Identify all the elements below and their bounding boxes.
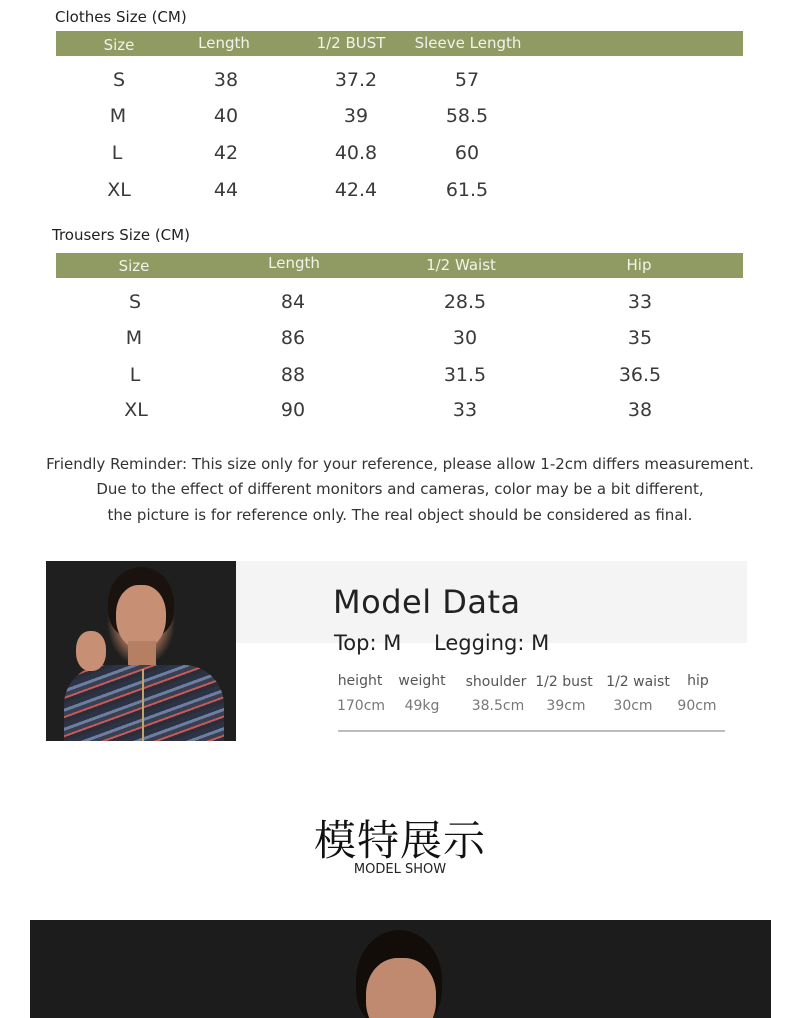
model-show-subtitle: MODEL SHOW	[353, 862, 447, 877]
stat-label-weight: weight	[398, 673, 446, 689]
table-cell: M	[125, 327, 143, 349]
table-cell: 40	[213, 105, 239, 127]
table-cell: XL	[107, 179, 131, 201]
model-show-title: 模特展示	[313, 816, 486, 865]
table-cell: S	[112, 69, 126, 91]
table-cell: 57	[454, 69, 480, 91]
table-cell: 42	[213, 142, 239, 164]
table-cell: 37.2	[334, 69, 378, 91]
trousers-header-size: Size	[118, 257, 150, 275]
stat-value-shoulder: 38.5cm	[471, 698, 525, 714]
stat-value-height: 170cm	[336, 698, 386, 714]
table-cell: L	[129, 364, 141, 386]
reminder-line-3: the picture is for reference only. The real object should be considered as final.	[107, 506, 693, 524]
table-cell: 30	[452, 327, 478, 349]
clothes-header-sleeve: Sleeve Length	[414, 34, 522, 52]
model-hand	[76, 631, 106, 671]
table-cell: 28.5	[443, 291, 487, 313]
model-legging-size: Legging: M	[434, 631, 550, 655]
clothes-header-length: Length	[198, 34, 250, 52]
model-striped-top	[64, 665, 224, 741]
table-cell: 44	[213, 179, 239, 201]
table-cell: XL	[124, 399, 148, 421]
stat-value-bust: 39cm	[546, 698, 586, 714]
table-cell: L	[111, 142, 123, 164]
table-cell: 86	[280, 327, 306, 349]
reminder-line-2: Due to the effect of different monitors and cameras, color may be a bit different,	[96, 480, 704, 498]
trousers-header-length: Length	[268, 254, 320, 272]
table-cell: S	[128, 291, 142, 313]
model-top-size: Top: M	[334, 631, 402, 655]
trousers-size-title: Trousers Size (CM)	[52, 226, 190, 244]
model-zipper	[142, 669, 144, 741]
reminder-line-1: Friendly Reminder: This size only for your reference, please allow 1-2cm differs measurement.	[46, 455, 754, 473]
stat-label-shoulder: shoulder	[465, 674, 527, 690]
clothes-header-row	[56, 31, 743, 56]
stat-value-weight: 49kg	[404, 698, 440, 714]
stat-label-hip: hip	[687, 673, 709, 689]
table-cell: 58.5	[445, 105, 489, 127]
model-show-face	[366, 958, 436, 1018]
model-data-title: Model Data	[333, 583, 521, 621]
table-cell: 35	[627, 327, 653, 349]
model-show-photo	[30, 920, 771, 1018]
table-cell: 39	[343, 105, 369, 127]
table-cell: 38	[627, 399, 653, 421]
stat-label-height: height	[337, 673, 383, 689]
trousers-header-hip: Hip	[626, 256, 652, 274]
table-cell: 84	[280, 291, 306, 313]
table-cell: 38	[213, 69, 239, 91]
trousers-header-row	[56, 253, 743, 278]
stat-label-waist: 1/2 waist	[606, 674, 670, 690]
stat-value-waist: 30cm	[613, 698, 653, 714]
table-cell: 60	[454, 142, 480, 164]
table-cell: 42.4	[334, 179, 378, 201]
stat-value-hip: 90cm	[677, 698, 717, 714]
clothes-header-size: Size	[103, 36, 135, 54]
table-cell: M	[109, 105, 127, 127]
table-cell: 88	[280, 364, 306, 386]
clothes-header-bust: 1/2 BUST	[316, 34, 386, 52]
table-cell: 33	[452, 399, 478, 421]
table-cell: 33	[627, 291, 653, 313]
table-cell: 31.5	[443, 364, 487, 386]
model-data-divider	[338, 730, 725, 732]
table-cell: 40.8	[334, 142, 378, 164]
trousers-header-waist: 1/2 Waist	[426, 256, 496, 274]
model-photo	[46, 561, 236, 741]
table-cell: 61.5	[445, 179, 489, 201]
clothes-size-title: Clothes Size (CM)	[55, 8, 187, 26]
stat-label-bust: 1/2 bust	[535, 674, 593, 690]
table-cell: 90	[280, 399, 306, 421]
model-face	[116, 585, 166, 649]
table-cell: 36.5	[618, 364, 662, 386]
